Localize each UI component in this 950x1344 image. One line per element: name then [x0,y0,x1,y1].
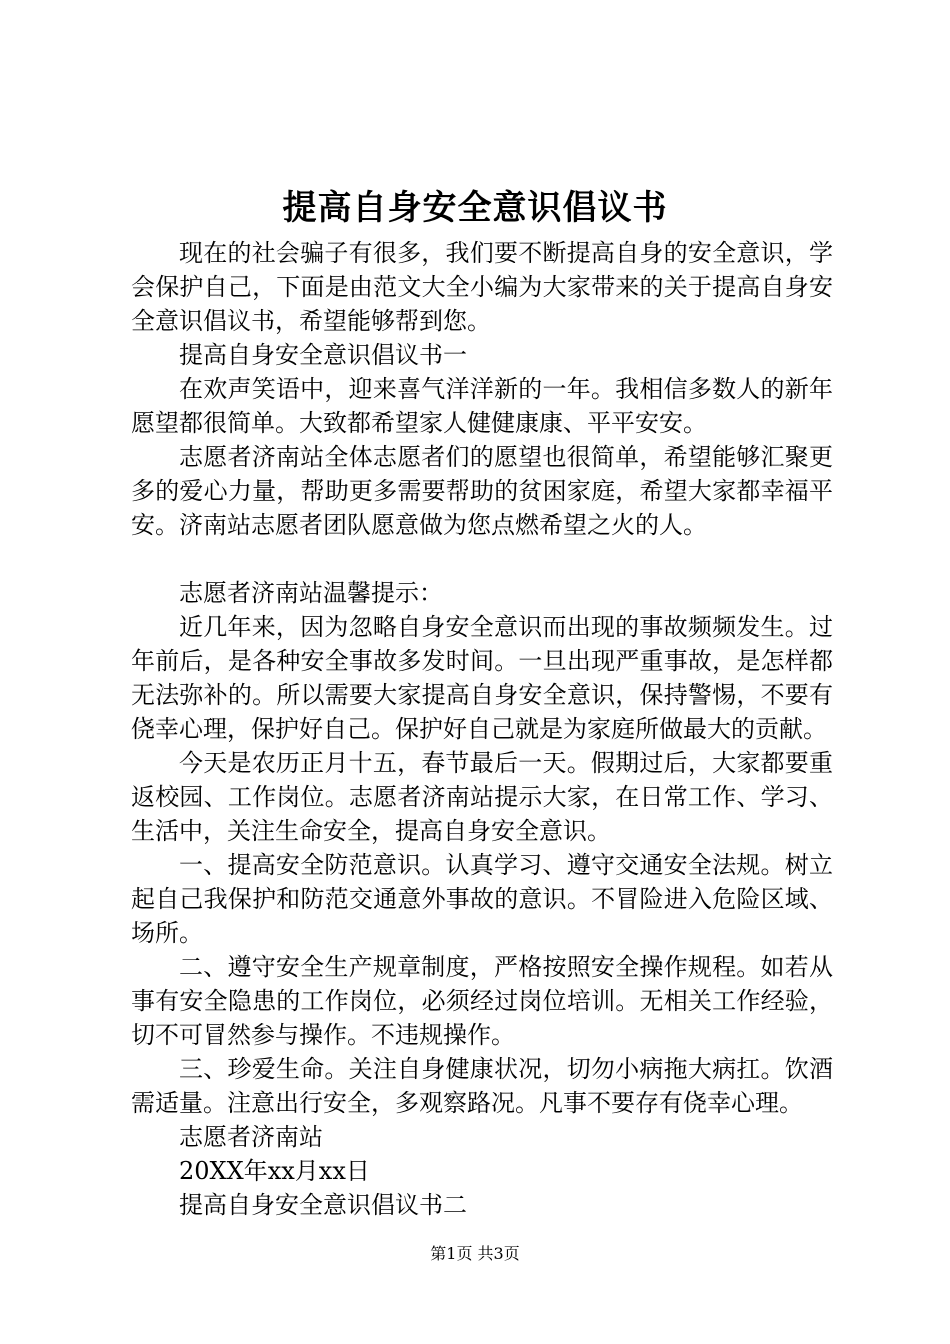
body-paragraph: 今天是农历正月十五，春节最后一天。假期过后，大家都要重返校园、工作岗位。志愿者济南站提示大家，在日常工作、学习、生活中，关注生命安全，提高自身安全意识。 [131,749,833,845]
body-paragraph: 近几年来，因为忽略自身安全意识而出现的事故频频发生。过年前后，是各种安全事故多发时间。一旦出现严重事故，是怎样都无法弥补的。所以需要大家提高自身安全意识，保持警惕，不要有侥幸心理，保护好自己。保护好自己就是为家庭所做最大的贡献。 [131,613,833,743]
section-heading: 提高自身安全意识倡议书二 [179,1191,467,1219]
document-title: 提高自身安全意识倡议书 [282,188,668,228]
document-body [131,236,833,1222]
body-paragraph: 在欢声笑语中，迎来喜气洋洋新的一年。我相信多数人的新年愿望都很简单。大致都希望家人健健康康、平平安安。 [131,375,833,437]
list-item: 一、提高安全防范意识。认真学习、遵守交通安全法规。树立起自己我保护和防范交通意外事故的意识。不冒险进入危险区域、场所。 [131,851,833,947]
signature-date: 20XX年xx月xx日 [179,1157,370,1185]
body-paragraph: 志愿者济南站全体志愿者们的愿望也很简单，希望能够汇聚更多的爱心力量，帮助更多需要帮助的贫困家庭，希望大家都幸福平安。济南站志愿者团队愿意做为您点燃希望之火的人。 [131,443,833,539]
signature-organization: 志愿者济南站 [179,1123,323,1151]
section-heading: 提高自身安全意识倡议书一 [179,341,467,369]
intro-paragraph: 现在的社会骗子有很多，我们要不断提高自身的安全意识，学会保护自己，下面是由范文大全小编为大家带来的关于提高自身安全意识倡议书，希望能够帮到您。 [131,239,833,335]
page-number-footer: 第1页 共3页 [430,1244,520,1263]
blank-line [131,542,833,576]
tips-heading: 志愿者济南站温馨提示： [179,579,443,607]
list-item: 三、珍爱生命。关注自身健康状况，切勿小病拖大病扛。饮酒需适量。注意出行安全，多观察路况。凡事不要存有侥幸心理。 [131,1055,833,1117]
list-item: 二、遵守安全生产规章制度，严格按照安全操作规程。如若从事有安全隐患的工作岗位，必须经过岗位培训。无相关工作经验，切不可冒然参与操作。不违规操作。 [131,953,833,1049]
